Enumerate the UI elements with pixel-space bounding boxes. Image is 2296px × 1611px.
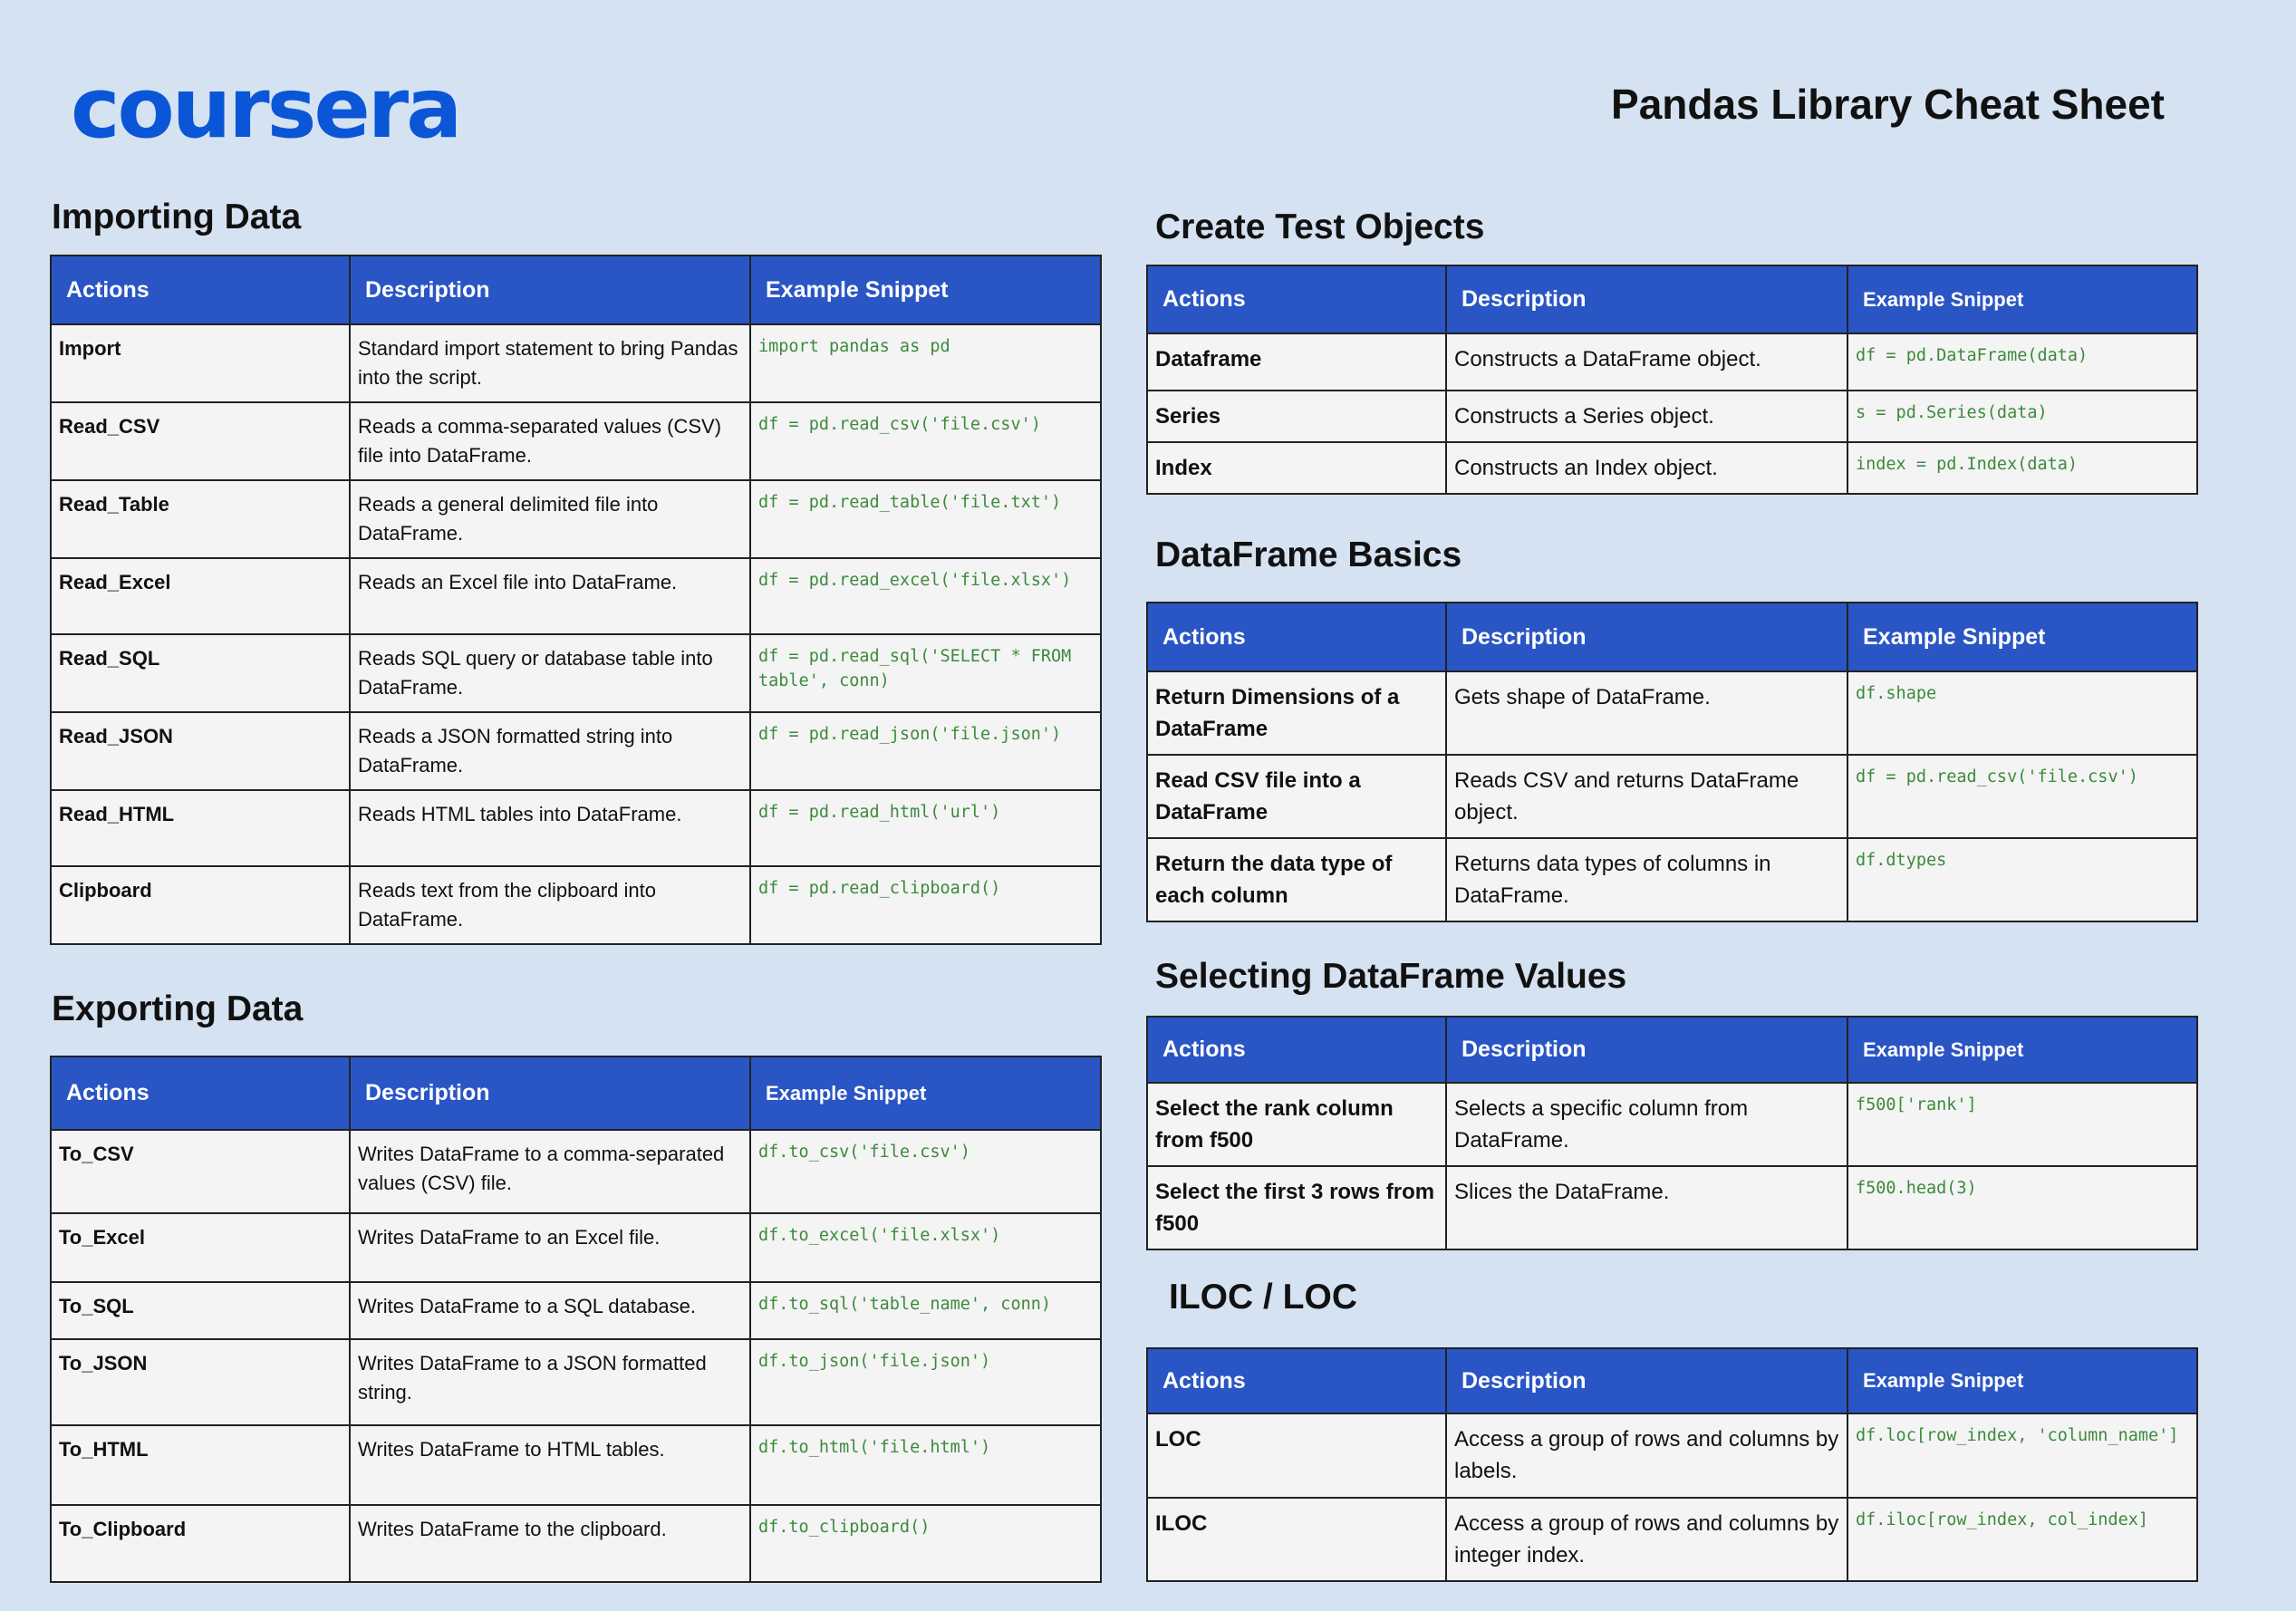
code-snippet-cell: df = pd.read_csv('file.csv') — [1847, 755, 2197, 838]
exporting-data-table — [50, 1056, 1102, 1583]
table-header-row — [1147, 603, 2197, 671]
description-cell: Writes DataFrame to HTML tables. — [350, 1425, 750, 1505]
code-snippet-cell: df = pd.read_html('url') — [750, 790, 1101, 866]
action-cell: Clipboard — [51, 866, 350, 944]
table-row — [1147, 755, 2197, 838]
table-row — [51, 1213, 1101, 1282]
code-snippet-cell: df = pd.read_csv('file.csv') — [750, 402, 1101, 480]
code-snippet-cell: f500['rank'] — [1847, 1083, 2197, 1166]
header-description: Description — [1446, 265, 1847, 333]
iloc-loc-table — [1146, 1347, 2198, 1582]
action-cell: Read_SQL — [51, 634, 350, 712]
code-snippet-cell: df.to_html('file.html') — [750, 1425, 1101, 1505]
code-snippet-cell: f500.head(3) — [1847, 1166, 2197, 1249]
code-snippet-cell: s = pd.Series(data) — [1847, 391, 2197, 442]
selecting-dataframe-values-table — [1146, 1016, 2198, 1250]
table-row — [51, 866, 1101, 944]
code-snippet-cell: df.shape — [1847, 671, 2197, 755]
action-cell: ILOC — [1147, 1498, 1446, 1581]
table-header-row — [1147, 1017, 2197, 1083]
table-row — [51, 402, 1101, 480]
header-description: Description — [1446, 1017, 1847, 1083]
description-cell: Constructs an Index object. — [1446, 442, 1847, 494]
table-header-row — [1147, 265, 2197, 333]
code-snippet-cell: df.to_sql('table_name', conn) — [750, 1282, 1101, 1339]
description-cell: Reads a general delimited file into DataFrame. — [350, 480, 750, 558]
action-cell: Return Dimensions of a DataFrame — [1147, 671, 1446, 755]
description-cell: Access a group of rows and columns by labels. — [1446, 1413, 1847, 1498]
action-cell: Select the rank column from f500 — [1147, 1083, 1446, 1166]
description-cell: Reads text from the clipboard into DataFrame. — [350, 866, 750, 944]
table-row — [51, 558, 1101, 634]
action-cell: Select the first 3 rows from f500 — [1147, 1166, 1446, 1249]
action-cell: To_Excel — [51, 1213, 350, 1282]
action-cell: To_JSON — [51, 1339, 350, 1425]
table-row — [51, 1130, 1101, 1213]
dataframe-basics-heading: DataFrame Basics — [1155, 535, 1462, 574]
code-snippet-cell: df = pd.read_excel('file.xlsx') — [750, 558, 1101, 634]
table-header-row — [51, 1056, 1101, 1130]
selecting-dataframe-values-heading: Selecting DataFrame Values — [1155, 957, 1627, 996]
code-snippet-cell: df = pd.read_table('file.txt') — [750, 480, 1101, 558]
header-example-snippet: Example Snippet — [750, 256, 1101, 324]
table-row — [1147, 1413, 2197, 1498]
code-snippet-cell: df = pd.read_clipboard() — [750, 866, 1101, 944]
code-snippet-cell: df.to_clipboard() — [750, 1505, 1101, 1582]
action-cell: Read_CSV — [51, 402, 350, 480]
code-snippet-cell: df.to_excel('file.xlsx') — [750, 1213, 1101, 1282]
create-test-objects-heading: Create Test Objects — [1155, 207, 1485, 246]
code-snippet-cell: df = pd.DataFrame(data) — [1847, 333, 2197, 391]
code-snippet-cell: df = pd.read_sql('SELECT * FROM table', conn) — [750, 634, 1101, 712]
action-cell: To_HTML — [51, 1425, 350, 1505]
description-cell: Reads an Excel file into DataFrame. — [350, 558, 750, 634]
action-cell: Series — [1147, 391, 1446, 442]
description-cell: Reads a comma-separated values (CSV) file into DataFrame. — [350, 402, 750, 480]
importing-data-heading: Importing Data — [52, 198, 302, 236]
table-row — [1147, 671, 2197, 755]
description-cell: Selects a specific column from DataFrame. — [1446, 1083, 1847, 1166]
table-row — [51, 1282, 1101, 1339]
header-description: Description — [350, 1056, 750, 1130]
description-cell: Writes DataFrame to an Excel file. — [350, 1213, 750, 1282]
table-header-row — [1147, 1348, 2197, 1413]
description-cell: Reads a JSON formatted string into DataFrame. — [350, 712, 750, 790]
header-description: Description — [350, 256, 750, 324]
exporting-data-heading: Exporting Data — [52, 989, 304, 1028]
table-row — [1147, 1498, 2197, 1581]
table-header-row — [51, 256, 1101, 324]
code-snippet-cell: df.dtypes — [1847, 838, 2197, 921]
header-example-snippet: Example Snippet — [750, 1056, 1101, 1130]
table-row — [1147, 838, 2197, 921]
description-cell: Slices the DataFrame. — [1446, 1166, 1847, 1249]
header-description: Description — [1446, 1348, 1847, 1413]
description-cell: Gets shape of DataFrame. — [1446, 671, 1847, 755]
description-cell: Reads HTML tables into DataFrame. — [350, 790, 750, 866]
code-snippet-cell: index = pd.Index(data) — [1847, 442, 2197, 494]
table-row — [51, 634, 1101, 712]
table-row — [1147, 442, 2197, 494]
header-example-snippet: Example Snippet — [1847, 265, 2197, 333]
coursera-logo: coursera — [71, 60, 460, 157]
header-actions: Actions — [1147, 1017, 1446, 1083]
action-cell: To_Clipboard — [51, 1505, 350, 1582]
table-row — [1147, 1083, 2197, 1166]
action-cell: Read CSV file into a DataFrame — [1147, 755, 1446, 838]
description-cell: Constructs a Series object. — [1446, 391, 1847, 442]
header-example-snippet: Example Snippet — [1847, 603, 2197, 671]
code-snippet-cell: df = pd.read_json('file.json') — [750, 712, 1101, 790]
description-cell: Reads SQL query or database table into DataFrame. — [350, 634, 750, 712]
importing-data-table — [50, 255, 1102, 945]
description-cell: Writes DataFrame to a comma-separated values (CSV) file. — [350, 1130, 750, 1213]
action-cell: Import — [51, 324, 350, 402]
action-cell: Index — [1147, 442, 1446, 494]
code-snippet-cell: df.loc[row_index, 'column_name'] — [1847, 1413, 2197, 1498]
code-snippet-cell: df.to_csv('file.csv') — [750, 1130, 1101, 1213]
action-cell: Read_JSON — [51, 712, 350, 790]
header-actions: Actions — [1147, 603, 1446, 671]
header-actions: Actions — [1147, 1348, 1446, 1413]
description-cell: Constructs a DataFrame object. — [1446, 333, 1847, 391]
description-cell: Reads CSV and returns DataFrame object. — [1446, 755, 1847, 838]
action-cell: Read_Table — [51, 480, 350, 558]
dataframe-basics-table — [1146, 602, 2198, 922]
description-cell: Standard import statement to bring Pandas into the script. — [350, 324, 750, 402]
iloc-loc-heading: ILOC / LOC — [1169, 1278, 1357, 1317]
table-row — [51, 790, 1101, 866]
action-cell: Read_HTML — [51, 790, 350, 866]
description-cell: Writes DataFrame to a JSON formatted string. — [350, 1339, 750, 1425]
table-row — [51, 480, 1101, 558]
header-description: Description — [1446, 603, 1847, 671]
action-cell: Read_Excel — [51, 558, 350, 634]
create-test-objects-table — [1146, 265, 2198, 495]
table-row — [1147, 1166, 2197, 1249]
table-row — [51, 1339, 1101, 1425]
header-actions: Actions — [51, 256, 350, 324]
description-cell: Access a group of rows and columns by integer index. — [1446, 1498, 1847, 1581]
action-cell: Dataframe — [1147, 333, 1446, 391]
header-example-snippet: Example Snippet — [1847, 1017, 2197, 1083]
action-cell: LOC — [1147, 1413, 1446, 1498]
header-example-snippet: Example Snippet — [1847, 1348, 2197, 1413]
table-row — [1147, 391, 2197, 442]
description-cell: Writes DataFrame to a SQL database. — [350, 1282, 750, 1339]
table-row — [1147, 333, 2197, 391]
table-row — [51, 1425, 1101, 1505]
code-snippet-cell: import pandas as pd — [750, 324, 1101, 402]
table-row — [51, 324, 1101, 402]
table-row — [51, 712, 1101, 790]
action-cell: To_SQL — [51, 1282, 350, 1339]
action-cell: Return the data type of each column — [1147, 838, 1446, 921]
code-snippet-cell: df.to_json('file.json') — [750, 1339, 1101, 1425]
description-cell: Returns data types of columns in DataFrame. — [1446, 838, 1847, 921]
action-cell: To_CSV — [51, 1130, 350, 1213]
header-actions: Actions — [51, 1056, 350, 1130]
table-row — [51, 1505, 1101, 1582]
code-snippet-cell: df.iloc[row_index, col_index] — [1847, 1498, 2197, 1581]
page-title: Pandas Library Cheat Sheet — [1611, 81, 2165, 128]
description-cell: Writes DataFrame to the clipboard. — [350, 1505, 750, 1582]
header-actions: Actions — [1147, 265, 1446, 333]
